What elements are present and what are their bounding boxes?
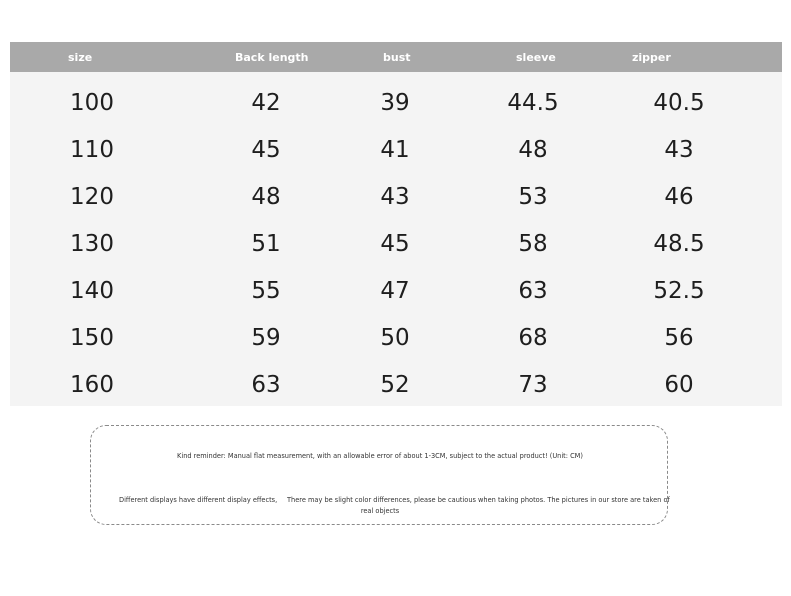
cell-bust: 47 [380,278,410,304]
table-row [10,127,782,174]
notice-real-objects-text: real objects [360,507,400,515]
cell-sleeve: 73 [518,372,548,398]
notice-color-text: There may be slight color differences, please be cautious when taking photos. The pictures in our store are taken of [287,496,670,504]
cell-back-length: 45 [251,137,281,163]
measurement-notice-box [90,425,668,525]
cell-sleeve: 68 [518,325,548,351]
header-bust: bust [383,51,411,64]
cell-back-length: 55 [251,278,281,304]
cell-zipper: 60 [664,372,694,398]
cell-size: 160 [70,372,114,398]
cell-back-length: 51 [251,231,281,257]
header-back-length: Back length [235,51,309,64]
cell-size: 100 [70,90,114,116]
cell-size: 120 [70,184,114,210]
table-row [10,315,782,362]
cell-zipper: 48.5 [653,231,705,257]
cell-zipper: 56 [664,325,694,351]
cell-size: 150 [70,325,114,351]
cell-sleeve: 53 [518,184,548,210]
table-row [10,174,782,221]
header-size: size [68,51,93,64]
cell-sleeve: 48 [518,137,548,163]
notice-reminder-text: Kind reminder: Manual flat measurement, with an allowable error of about 1-3CM, subject to the actual product! (Unit: CM) [177,452,583,460]
cell-size: 130 [70,231,114,257]
cell-back-length: 48 [251,184,281,210]
cell-size: 110 [70,137,114,163]
header-zipper: zipper [632,51,671,64]
cell-zipper: 40.5 [653,90,705,116]
table-row [10,221,782,268]
cell-bust: 45 [380,231,410,257]
header-sleeve: sleeve [516,51,556,64]
size-chart-table [10,42,782,406]
cell-bust: 41 [380,137,410,163]
cell-back-length: 59 [251,325,281,351]
table-header-row [10,42,782,72]
table-row [10,362,782,409]
cell-bust: 39 [380,90,410,116]
cell-sleeve: 63 [518,278,548,304]
cell-sleeve: 44.5 [507,90,559,116]
table-row [10,268,782,315]
table-row [10,80,782,127]
cell-bust: 52 [380,372,410,398]
cell-zipper: 46 [664,184,694,210]
cell-back-length: 42 [251,90,281,116]
cell-bust: 50 [380,325,410,351]
cell-sleeve: 58 [518,231,548,257]
cell-size: 140 [70,278,114,304]
cell-zipper: 43 [664,137,694,163]
notice-display-text: Different displays have different display effects, [119,496,278,504]
cell-back-length: 63 [251,372,281,398]
cell-zipper: 52.5 [653,278,705,304]
cell-bust: 43 [380,184,410,210]
